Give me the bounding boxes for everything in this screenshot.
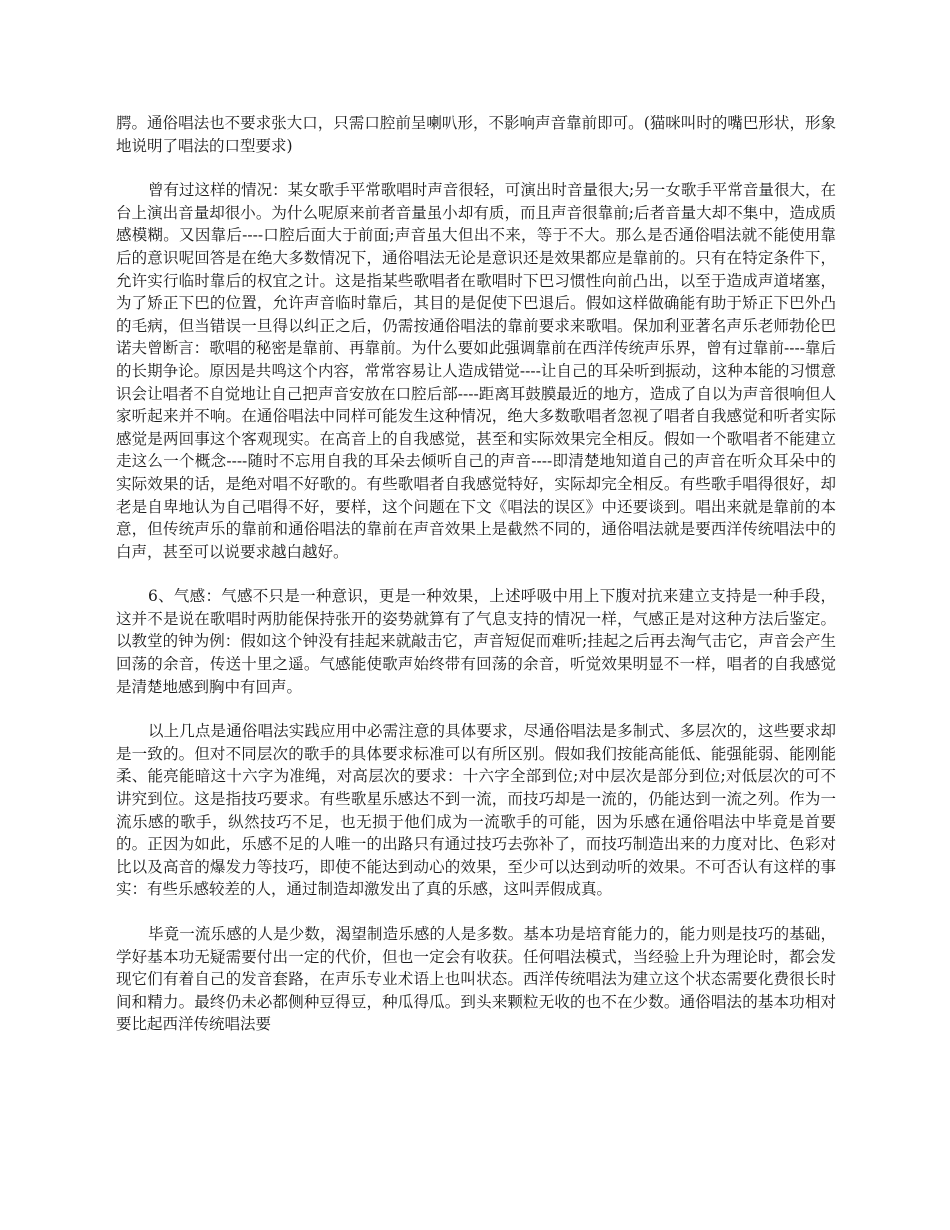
paragraph-4: 以上几点是通俗唱法实践应用中必需注意的具体要求，尽通俗唱法是多制式、多层次的，这些要求却是一致的。但对不同层次的歌手的具体要求标准可以有所区别。假如我们按能高能低、能强能弱、能刚能柔、能亮能暗这十六字为准绳，对高层次的要求：十六字全部到位;对中层次是部分到位;对低层次的可不讲究到位。这是指技巧要求。有些歌星乐感达不到一流，而技巧却是一流的，仍能达到一流之列。作为一流乐感的歌手，纵然技巧不足，也无损于他们成为一流歌手的可能，因为乐感在通俗唱法中毕竟是首要的。正因为如此，乐感不足的人唯一的出路只有通过技巧去弥补了，而技巧制造出来的力度对比、色彩对比以及高音的爆发力等技巧，即使不能达到动心的效果，至少可以达到动听的效果。不可否认有这样的事实：有些乐感较差的人，通过制造却激发出了真的乐感，这叫弄假成真。 — [116, 722, 836, 899]
paragraph-1: 腭。通俗唱法也不要求张大口，只需口腔前呈喇叭形，不影响声音靠前即可。(猫咪叫时的嘴巴形状，形象地说明了唱法的口型要求) — [116, 114, 836, 155]
paragraph-2: 曾有过这样的情况：某女歌手平常歌唱时声音很轻，可演出时音量很大;另一女歌手平常音量很大，在台上演出音量却很小。为什么呢原来前者音量虽小却有质，而且声音很靠前;后者音量大却不集中，造成质感模糊。又因靠后----口腔后面大于前面;声音虽大但出不来，等于不大。那么是否通俗唱法就不能使用靠后的意识呢回答是在绝大多数情况下，通俗唱法无论是意识还是效果都应是靠前的。只有在特定条件下，允许实行临时靠后的权宜之计。这是指某些歌唱者在歌唱时下巴习惯性向前凸出，以至于造成声道堵塞，为了矫正下巴的位置，允许声音临时靠后，其目的是促使下巴退后。假如这样做确能有助于矫正下巴外凸的毛病，但当错误一旦得以纠正之后，仍需按通俗唱法的靠前要求来歌唱。保加利亚著名声乐老师勃伦巴诺夫曾断言：歌唱的秘密是靠前、再靠前。为什么要如此强调靠前在西洋传统声乐界，曾有过靠前----靠后的长期争论。原因是共鸣这个内容，常常容易让人造成错觉----让自己的耳朵听到振动，这种本能的习惯意识会让唱者不自觉地让自己把声音安放在口腔后部----距离耳鼓膜最近的地方，造成了自以为声音很响但人家听起来并不响。在通俗唱法中同样可能发生这种情况，绝大多数歌唱者忽视了唱者自我感觉和听者实际感觉是两回事这个客观现实。在高音上的自我感觉，甚至和实际效果完全相反。假如一个歌唱者不能建立走这么一个概念----随时不忘用自我的耳朵去倾听自己的声音----即清楚地知道自己的声音在听众耳朵中的实际效果的话，是绝对唱不好歌的。有些歌唱者自我感觉特好，实际却完全相反。有些歌手唱得很好，却老是自卑地认为自己唱得不好，要样，这个问题在下文《唱法的误区》中还要谈到。唱出来就是靠前的本意，但传统声乐的靠前和通俗唱法的靠前在声音效果上是截然不同的，通俗唱法就是要西洋传统唱法中的白声，甚至可以说要求越白越好。 — [116, 181, 836, 561]
paragraph-5: 毕竟一流乐感的人是少数，渴望制造乐感的人是多数。基本功是培育能力的，能力则是技巧的基础，学好基本功无疑需要付出一定的代价，但也一定会有收获。任何唱法模式，当经验上升为理论时，都会发现它们有着自己的发音套路，在声乐专业术语上也叫状态。西洋传统唱法为建立这个状态需要化费很长时间和精力。最终仍未必都侧种豆得豆，种瓜得瓜。到头来颗粒无收的也不在少数。通俗唱法的基本功相对要比起西洋传统唱法要 — [116, 925, 836, 1034]
document-body — [116, 112, 836, 1058]
paragraph-3: 6、气感：气感不只是一种意识，更是一种效果，上述呼吸中用上下腹对抗来建立支持是一种手段，这并不是说在歌唱时两肋能保持张开的姿势就算有了气息支持的情况一样，气感正是对这种方法后鉴定。以教堂的钟为例：假如这个钟没有挂起来就敲击它，声音短促而难听;挂起之后再去淘气击它，声音会产生回荡的余音，传送十里之遥。气感能使歌声始终带有回荡的余音，听觉效果明显不一样，唱者的自我感觉是清楚地感到胸中有回声。 — [116, 587, 836, 696]
